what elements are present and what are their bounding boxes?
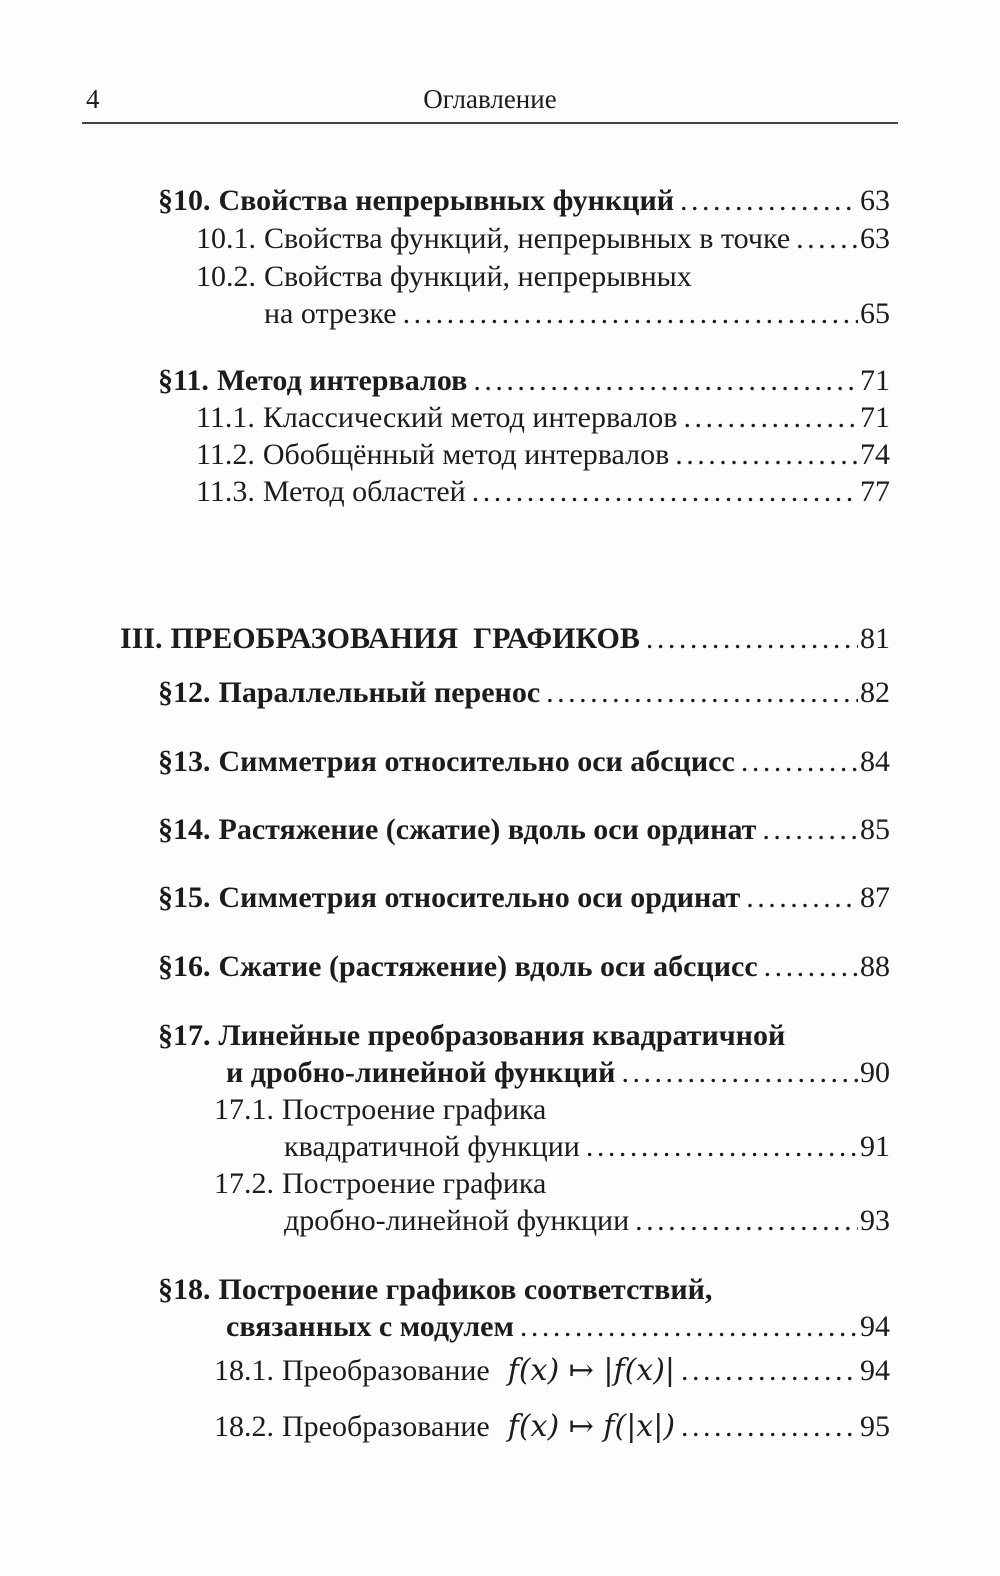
toc-title: Растяжение (сжатие) вдоль оси ординат	[218, 813, 757, 846]
toc-number: §11.	[158, 364, 209, 397]
toc-entry-s11-2[interactable]	[196, 440, 890, 470]
dot-leader	[762, 815, 858, 845]
toc-title: Построение графиков соответствий,	[218, 1273, 713, 1306]
toc-page: 74	[860, 438, 890, 471]
dot-leader	[675, 440, 858, 470]
toc-entry-s13[interactable]	[158, 747, 890, 777]
dot-leader	[681, 1356, 858, 1386]
toc-page: 95	[860, 1410, 890, 1443]
dot-leader	[741, 747, 858, 777]
toc-page: 91	[860, 1130, 890, 1163]
toc-title: Обобщённый метод интервалов	[262, 438, 670, 471]
toc-number: §18.	[158, 1273, 211, 1306]
toc-entry-s17-2-line2[interactable]	[284, 1206, 890, 1236]
dot-leader	[683, 403, 858, 433]
dot-leader	[746, 883, 858, 913]
toc-title: связанных с модулем	[226, 1310, 514, 1343]
toc-number: 17.2.	[214, 1167, 274, 1200]
dot-leader	[764, 952, 858, 982]
dot-leader	[473, 366, 858, 396]
toc-title: квадратичной функции	[284, 1130, 580, 1163]
toc-page: 84	[860, 745, 890, 778]
dot-leader	[546, 678, 858, 708]
toc-entry-s18-line1[interactable]	[158, 1275, 712, 1305]
toc-entry-s11-3[interactable]	[196, 477, 890, 507]
toc-entry-s10-2-line2[interactable]	[264, 299, 890, 329]
toc-number: 11.2.	[196, 438, 255, 471]
toc-entry-s17-line2[interactable]	[226, 1058, 890, 1088]
toc-number: 18.1.	[214, 1354, 274, 1387]
toc-number: §17.	[158, 1019, 211, 1052]
toc-number: 10.2.	[196, 260, 256, 293]
toc-page: 93	[860, 1204, 890, 1237]
toc-page: 94	[860, 1310, 890, 1343]
toc-title: Метод интервалов	[216, 364, 468, 397]
toc-page: 63	[860, 222, 890, 255]
toc-page: 87	[860, 881, 890, 914]
toc-number: 11.3.	[196, 475, 255, 508]
toc-title: дробно-линейной функции	[284, 1204, 630, 1237]
toc-number: §13.	[158, 745, 211, 778]
toc-entry-s18-2[interactable]	[214, 1409, 890, 1444]
dot-leader	[472, 477, 858, 507]
toc-title: Сжатие (растяжение) вдоль оси абсцисс	[218, 950, 758, 983]
toc-entry-s10-2-line1[interactable]	[196, 262, 692, 292]
dot-leader	[520, 1312, 858, 1342]
toc-number: §16.	[158, 950, 211, 983]
toc-number: §14.	[158, 813, 211, 846]
dot-leader	[681, 1412, 858, 1442]
toc-title: Свойства непрерывных функций	[218, 184, 675, 217]
formula-abs-of-f: f(x) ↦ |f(x)|	[507, 1353, 676, 1388]
toc-entry-s17-1-line1[interactable]	[214, 1095, 546, 1125]
toc-title: ПРЕОБРАЗОВАНИЯ ГРАФИКОВ	[170, 622, 640, 655]
toc-entry-s18-1[interactable]	[214, 1353, 890, 1388]
page-number: 4	[86, 84, 100, 114]
toc-title: и дробно-линейной функций	[226, 1056, 616, 1089]
toc-entry-s18-line2[interactable]	[226, 1312, 890, 1342]
toc-number: §10.	[158, 184, 211, 217]
toc-page: 82	[860, 676, 890, 709]
toc-number: 10.1.	[196, 222, 256, 255]
toc-title: Построение графика	[282, 1167, 547, 1200]
toc-number: 11.1.	[196, 401, 255, 434]
toc-title: Линейные преобразования квадратичной	[218, 1019, 786, 1052]
toc-page: 88	[860, 950, 890, 983]
toc-title: Преобразование	[282, 1354, 490, 1387]
toc-entry-s17-line1[interactable]	[158, 1021, 785, 1051]
toc-page: 77	[860, 475, 890, 508]
toc-page: 90	[860, 1056, 890, 1089]
toc-title: Метод областей	[262, 475, 466, 508]
toc-entry-s10-1[interactable]	[196, 224, 890, 254]
toc-entry-s12[interactable]	[158, 678, 890, 708]
toc-title: Свойства функций, непрерывных в точке	[264, 222, 791, 255]
running-title: Оглавление	[423, 84, 557, 114]
toc-title: Построение графика	[282, 1093, 547, 1126]
toc-number: 18.2.	[214, 1410, 274, 1443]
dot-leader	[586, 1132, 858, 1162]
toc-title: Преобразование	[282, 1410, 490, 1443]
toc-entry-s11[interactable]	[158, 366, 890, 396]
toc-page: 94	[860, 1354, 890, 1387]
toc-number: III.	[120, 622, 163, 655]
toc-page: 71	[860, 364, 890, 397]
dot-leader	[403, 299, 858, 329]
toc-entry-s14[interactable]	[158, 815, 890, 845]
dot-leader	[646, 624, 858, 654]
toc-entry-s15[interactable]	[158, 883, 890, 913]
toc-entry-s17-2-line1[interactable]	[214, 1169, 546, 1199]
toc-page: 81	[860, 622, 890, 655]
formula-f-of-abs: f(x) ↦ f(|x|)	[507, 1409, 676, 1444]
toc-page: 71	[860, 401, 890, 434]
dot-leader	[680, 186, 858, 216]
toc-page: 63	[860, 184, 890, 217]
toc-title: на отрезке	[264, 297, 397, 330]
toc-title: Свойства функций, непрерывных	[264, 260, 692, 293]
toc-entry-s10[interactable]	[158, 186, 890, 216]
dot-leader	[796, 224, 858, 254]
toc-title: Симметрия относительно оси ординат	[218, 881, 741, 914]
toc-title: Симметрия относительно оси абсцисс	[218, 745, 735, 778]
toc-page: 85	[860, 813, 890, 846]
toc-number: §12.	[158, 676, 211, 709]
dot-leader	[635, 1206, 858, 1236]
toc-title: Параллельный перенос	[218, 676, 541, 709]
toc-number: 17.1.	[214, 1093, 274, 1126]
dot-leader	[621, 1058, 858, 1088]
toc-entry-s11-1[interactable]	[196, 403, 890, 433]
toc-entry-s16[interactable]	[158, 952, 890, 982]
toc-title: Классический метод интервалов	[262, 401, 678, 434]
toc-number: §15.	[158, 881, 211, 914]
toc-page: 65	[860, 297, 890, 330]
header-rule	[82, 122, 898, 124]
toc-entry-s17-1-line2[interactable]	[284, 1132, 890, 1162]
toc-entry-part3[interactable]	[120, 624, 890, 654]
